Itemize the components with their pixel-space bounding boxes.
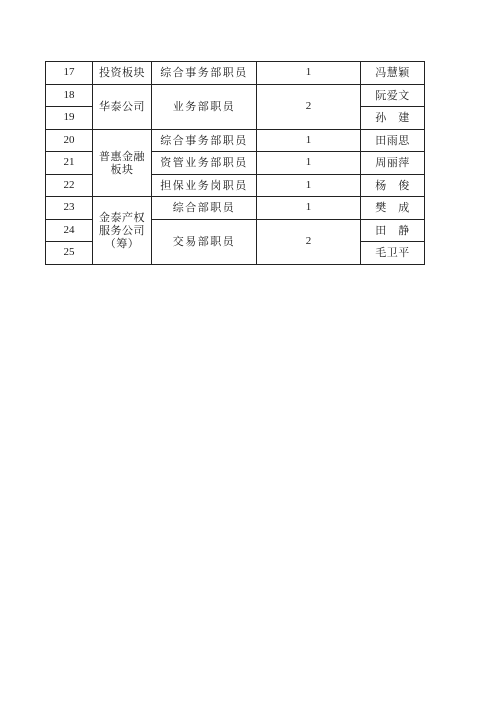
count-cell: 1 [257, 174, 361, 197]
table-row [46, 84, 425, 107]
table-row [46, 129, 425, 152]
name-cell: 田雨思 [361, 129, 425, 152]
unit-cell [93, 129, 152, 197]
count-cell: 2 [257, 84, 361, 129]
row-number: 19 [46, 107, 93, 130]
unit-cell: 投资板块 [93, 62, 152, 85]
unit-line: 服务公司 [99, 223, 145, 237]
name-cell: 阮爱文 [361, 84, 425, 107]
count-cell: 1 [257, 197, 361, 220]
recruitment-table [45, 61, 425, 265]
count-cell: 1 [257, 152, 361, 175]
name-cell: 周丽萍 [361, 152, 425, 175]
unit-line: （筹） [104, 236, 140, 250]
row-number: 24 [46, 219, 93, 242]
position-cell: 担保业务岗职员 [152, 174, 257, 197]
row-number: 21 [46, 152, 93, 175]
row-number: 22 [46, 174, 93, 197]
position-cell: 综合事务部职员 [152, 62, 257, 85]
row-number: 18 [46, 84, 93, 107]
table-row [46, 197, 425, 220]
count-cell: 1 [257, 129, 361, 152]
row-number: 25 [46, 242, 93, 265]
unit-cell [93, 197, 152, 265]
row-number: 23 [46, 197, 93, 220]
row-number: 17 [46, 62, 93, 85]
position-cell: 资管业务部职员 [152, 152, 257, 175]
position-cell: 业务部职员 [152, 84, 257, 129]
name-cell: 孙 建 [361, 107, 425, 130]
position-cell: 综合事务部职员 [152, 129, 257, 152]
name-cell: 田 静 [361, 219, 425, 242]
count-cell: 2 [257, 219, 361, 264]
position-cell: 综合部职员 [152, 197, 257, 220]
name-cell: 冯慧颖 [361, 62, 425, 85]
unit-line: 金泰产权 [99, 210, 145, 224]
row-number: 20 [46, 129, 93, 152]
name-cell: 樊 成 [361, 197, 425, 220]
name-cell: 毛卫平 [361, 242, 425, 265]
unit-line: 板块 [110, 162, 134, 176]
name-cell: 杨 俊 [361, 174, 425, 197]
count-cell: 1 [257, 62, 361, 85]
position-cell: 交易部职员 [152, 219, 257, 264]
table-row [46, 62, 425, 85]
unit-line: 普惠金融 [99, 149, 145, 163]
unit-cell: 华泰公司 [93, 84, 152, 129]
